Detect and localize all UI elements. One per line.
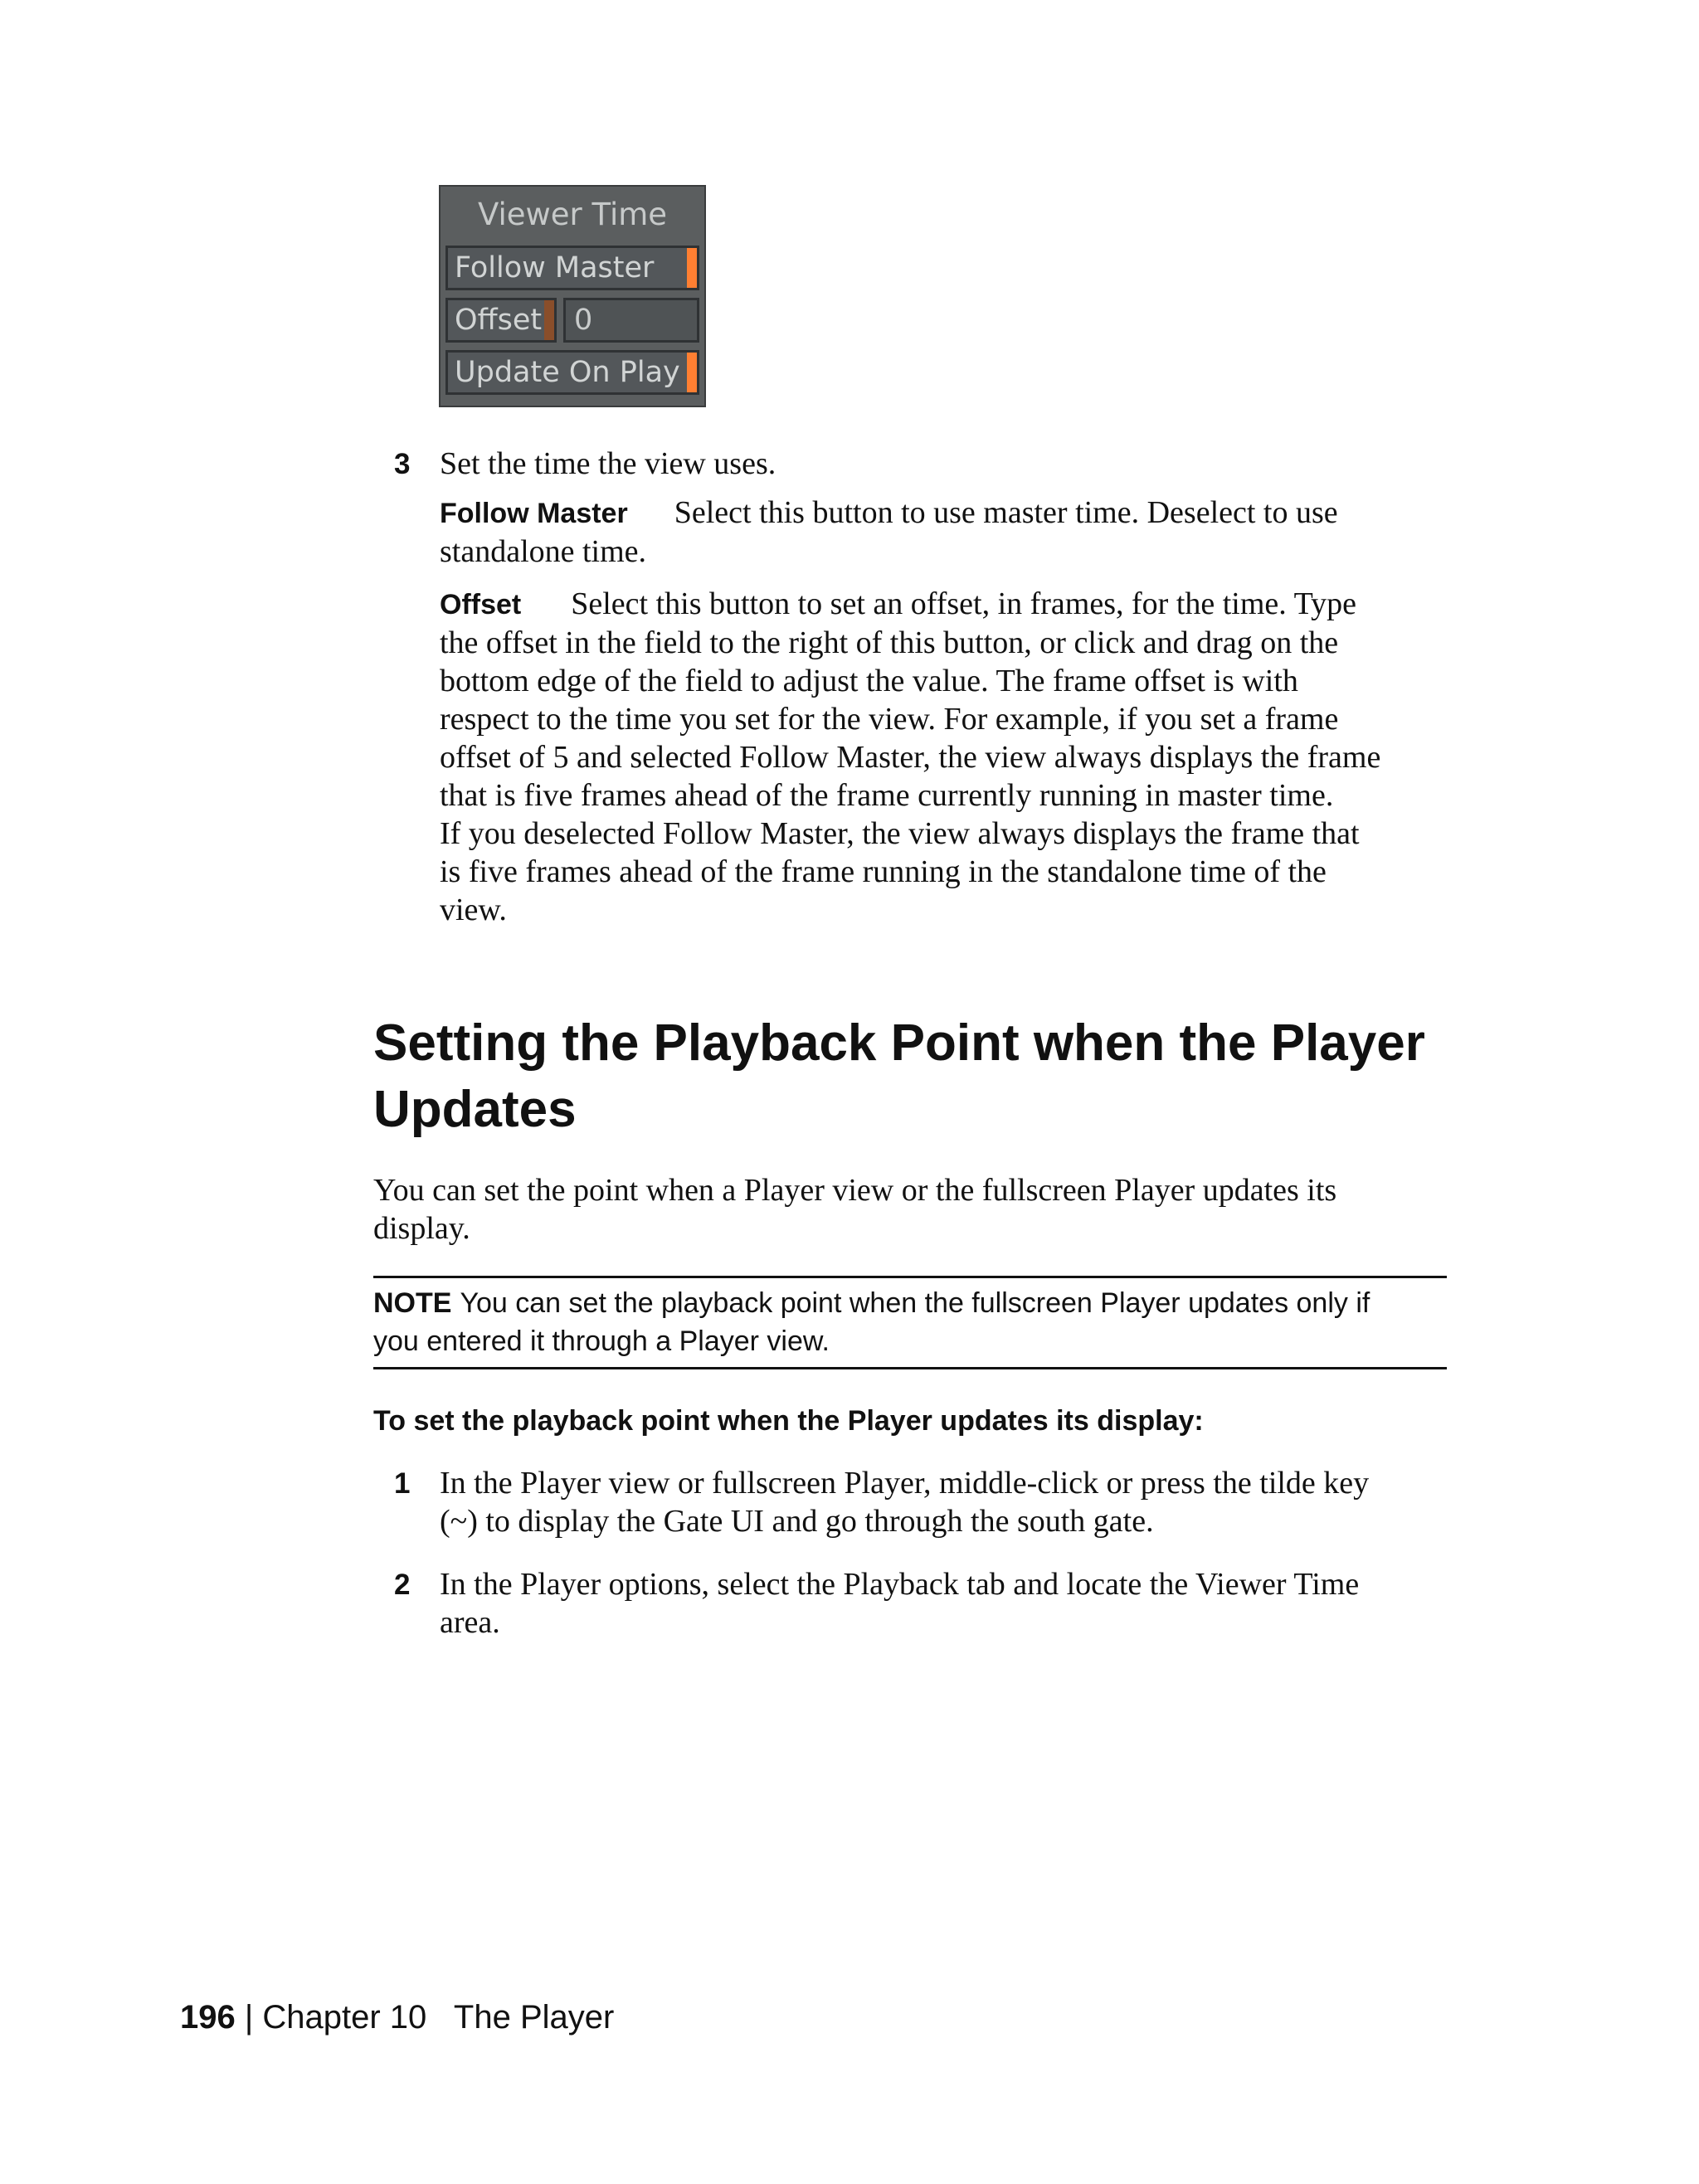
step-1-line2: (~) to display the Gate UI and go through the south gate. xyxy=(440,1504,1154,1539)
page-footer xyxy=(180,1999,614,2036)
offset-term: Offset xyxy=(440,589,522,620)
intro-line1: You can set the point when a Player view or the fullscreen Player updates its xyxy=(373,1173,1337,1208)
offset-desc-line: offset of 5 and selected Follow Master, the view always displays the frame xyxy=(440,740,1381,775)
footer-chapter-title: The Player xyxy=(453,1999,615,2036)
note-bottom-rule xyxy=(373,1367,1447,1369)
footer-separator: | xyxy=(235,1999,263,2036)
note-box xyxy=(373,1284,1447,1360)
step-1-line1: In the Player view or fullscreen Player, middle-click or press the tilde key xyxy=(440,1466,1370,1501)
follow-master-desc-line2: standalone time. xyxy=(440,534,647,569)
update-on-play-indicator xyxy=(687,353,697,392)
offset-desc-line: If you deselected Follow Master, the view always displays the frame that xyxy=(440,816,1360,851)
step-1-text xyxy=(440,1464,1477,1540)
follow-master-description xyxy=(440,494,1468,571)
step-2-line2: area. xyxy=(440,1605,500,1640)
page-number: 196 xyxy=(180,1999,236,2036)
offset-desc-line: respect to the time you set for the view. For example, if you set a frame xyxy=(440,702,1339,737)
step-2-number: 2 xyxy=(394,1569,411,1601)
offset-desc-line: that is five frames ahead of the frame currently running in master time. xyxy=(440,778,1334,813)
heading-line2: Updates xyxy=(373,1081,577,1138)
heading-line1: Setting the Playback Point when the Player xyxy=(373,1014,1425,1072)
offset-button[interactable] xyxy=(445,298,557,343)
note-line1: You can set the playback point when the fullscreen Player updates only if xyxy=(460,1287,1370,1319)
viewer-time-panel xyxy=(439,185,706,407)
offset-label: Offset xyxy=(455,303,543,337)
intro-line2: display. xyxy=(373,1211,470,1246)
follow-master-indicator xyxy=(687,248,697,288)
viewer-time-title: Viewer Time xyxy=(477,197,668,232)
follow-master-label: Follow Master xyxy=(455,251,655,285)
offset-desc-line: is five frames ahead of the frame running in the standalone time of the xyxy=(440,854,1327,889)
step-3-number: 3 xyxy=(394,448,411,480)
procedure-title: To set the playback point when the Player updates its display: xyxy=(373,1405,1204,1437)
follow-master-term: Follow Master xyxy=(440,498,628,529)
step-2-text xyxy=(440,1565,1477,1642)
update-on-play-button[interactable] xyxy=(445,350,699,395)
step-1-number: 1 xyxy=(394,1467,411,1500)
offset-field[interactable]: 0 xyxy=(563,298,699,343)
footer-chapter: Chapter 10 xyxy=(262,1999,427,2036)
step-3-text: Set the time the view uses. xyxy=(440,446,776,481)
step-2-line1: In the Player options, select the Playback tab and locate the Viewer Time xyxy=(440,1567,1360,1602)
note-top-rule xyxy=(373,1276,1447,1278)
offset-desc-line: view. xyxy=(440,893,507,927)
update-on-play-label: Update On Play xyxy=(455,355,680,389)
section-intro xyxy=(373,1171,1468,1248)
offset-desc-line: bottom edge of the field to adjust the value. The frame offset is with xyxy=(440,664,1298,698)
follow-master-desc-line1: Select this button to use master time. Deselect to use xyxy=(674,495,1338,530)
offset-description xyxy=(440,585,1468,929)
offset-desc-line: the offset in the field to the right of this button, or click and drag on the xyxy=(440,625,1339,660)
note-line2: you entered it through a Player view. xyxy=(373,1325,830,1357)
section-heading xyxy=(373,1010,1468,1143)
follow-master-button[interactable] xyxy=(445,246,699,290)
note-label: NOTE xyxy=(373,1287,452,1319)
offset-desc-line1: Select this button to set an offset, in frames, for the time. Type xyxy=(571,586,1357,621)
offset-indicator xyxy=(544,300,554,340)
